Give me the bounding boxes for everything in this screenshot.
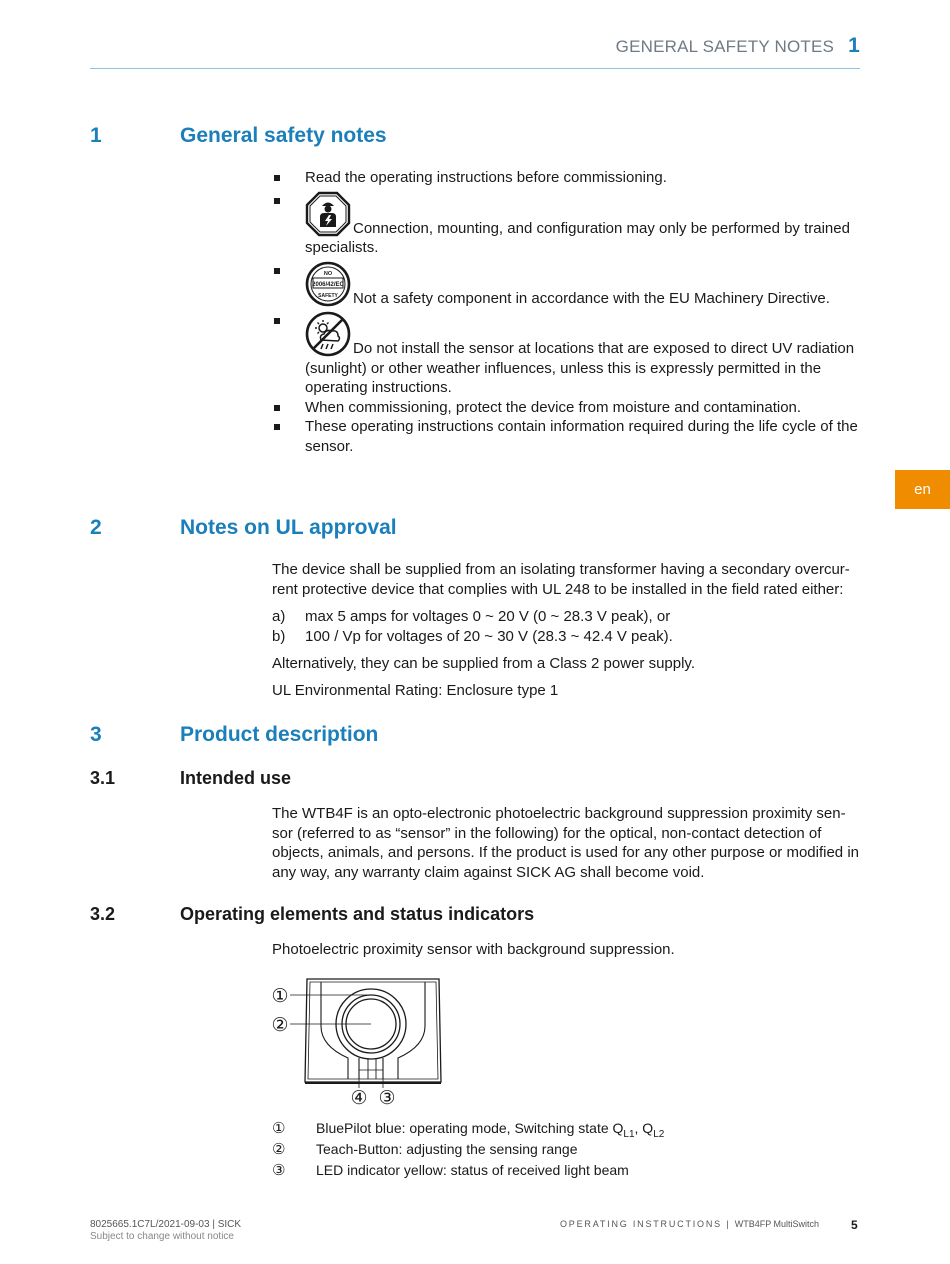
- list-marker: a): [272, 608, 286, 625]
- footer-title: [560, 1219, 819, 1229]
- list-item-text: Read the operating instructions before commissioning.: [305, 169, 667, 186]
- running-header: [616, 34, 860, 58]
- section-number: 3: [90, 723, 102, 746]
- running-header-chapter: 1: [848, 34, 860, 57]
- section-2-heading: [90, 516, 397, 540]
- footer-product: WTB4FP MultiSwitch: [734, 1219, 820, 1229]
- legend-item: [272, 1139, 862, 1160]
- legend-subscript: L2: [653, 1128, 665, 1140]
- intended-use-paragraph: The WTB4F is an opto-electronic photoelectric background suppression proximity sen-sor (referred to as “sensor” in the following) for the optical, non-contact detection of objects, animals, and persons. If the product is used for any other purpose or modified in any way, any warranty claim against SICK AG shall become void.: [272, 805, 859, 881]
- list-item: [272, 417, 864, 456]
- legend-marker: ③: [272, 1162, 286, 1179]
- subsection-number: 3.1: [90, 768, 116, 788]
- legend-text: BluePilot blue: operating mode, Switching state Q: [316, 1120, 624, 1136]
- subsection-3-2-heading: [90, 904, 534, 925]
- section-3-heading: [90, 723, 378, 747]
- list-item-text: Not a safety component in accordance with the EU Machinery Directive.: [353, 289, 830, 307]
- class2-paragraph: Alternatively, they can be supplied from a Class 2 power supply.: [272, 655, 695, 672]
- section-number: 2: [90, 516, 102, 539]
- list-item-text: max 5 amps for voltages 0 ~ 20 V (0 ~ 28.3 V peak), or: [305, 608, 671, 625]
- list-marker: b): [272, 627, 286, 645]
- list-item: [272, 627, 862, 647]
- language-tab[interactable]: en: [895, 470, 950, 509]
- list-item: [272, 398, 864, 418]
- svg-text:NO: NO: [323, 270, 333, 277]
- section-title: General safety notes: [180, 124, 387, 147]
- legend-item: [272, 1160, 862, 1181]
- subsection-3-1-heading: [90, 768, 291, 789]
- callout-3: ③: [378, 1087, 396, 1109]
- list-item: [272, 311, 864, 398]
- section-1-heading: [90, 124, 387, 148]
- subsection-number: 3.2: [90, 904, 116, 924]
- svg-text:2006/42/EC: 2006/42/EC: [312, 281, 344, 288]
- list-item: [272, 261, 864, 309]
- section-number: 1: [90, 124, 102, 147]
- ul-rating-list: [272, 607, 862, 646]
- subsection-title: Operating elements and status indicators: [180, 904, 535, 924]
- diagram-legend: [272, 1118, 862, 1181]
- page-number: 5: [851, 1218, 858, 1232]
- legend-subscript: L1: [623, 1128, 635, 1140]
- legend-marker: ①: [272, 1120, 286, 1137]
- header-divider: [90, 68, 860, 69]
- footer-doc-info: [90, 1219, 241, 1243]
- legend-text: LED indicator yellow: status of received light beam: [316, 1162, 629, 1178]
- legend-text: , Q: [634, 1120, 654, 1136]
- section-title: Product description: [180, 723, 379, 746]
- sensor-diagram: [266, 974, 450, 1110]
- ul-paragraph: The device shall be supplied from an isolating transformer having a secondary overcur-rent protective device that complies with UL 248 to be installed in the field rated either:: [272, 561, 850, 598]
- legend-marker: ②: [272, 1141, 286, 1158]
- enclosure-paragraph: UL Environmental Rating: Enclosure type 1: [272, 682, 559, 699]
- section-title: Notes on UL approval: [180, 516, 397, 539]
- list-item-text: These operating instructions contain information required during the life cycle of the sensor.: [305, 418, 858, 455]
- footer-subject-note: Subject to change without notice: [90, 1231, 234, 1242]
- callout-2: ②: [271, 1014, 289, 1036]
- legend-item: [272, 1118, 862, 1139]
- sensor-description: Photoelectric proximity sensor with background suppression.: [272, 941, 675, 958]
- list-item-text: Connection, mounting, and configuration may only be performed by trained specialists.: [305, 219, 850, 256]
- list-item-text: Do not install the sensor at locations that are exposed to direct UV radiation (sunlight) or other weather influences, unless this is expressly permitted in the operating instructions.: [305, 340, 855, 396]
- list-item: [272, 191, 864, 258]
- list-item-text: When commissioning, protect the device from moisture and contamination.: [305, 398, 802, 416]
- svg-text:SAFETY: SAFETY: [318, 292, 338, 299]
- list-item: [272, 168, 864, 188]
- list-item-text: 100 / Vp for voltages of 20 ~ 30 V (28.3 ~ 42.4 V peak).: [305, 627, 673, 645]
- list-item: [272, 607, 862, 627]
- callout-1: ①: [271, 985, 289, 1007]
- callout-4: ④: [350, 1087, 368, 1109]
- footer-doc-type: OPERATING INSTRUCTIONS |: [560, 1219, 731, 1229]
- footer-doc-number: 8025665.1C7L/2021-09-03 | SICK: [90, 1219, 242, 1230]
- legend-text: Teach-Button: adjusting the sensing range: [316, 1141, 578, 1157]
- safety-notes-list: [272, 168, 864, 456]
- running-header-title: GENERAL SAFETY NOTES: [615, 37, 835, 56]
- subsection-title: Intended use: [180, 768, 292, 788]
